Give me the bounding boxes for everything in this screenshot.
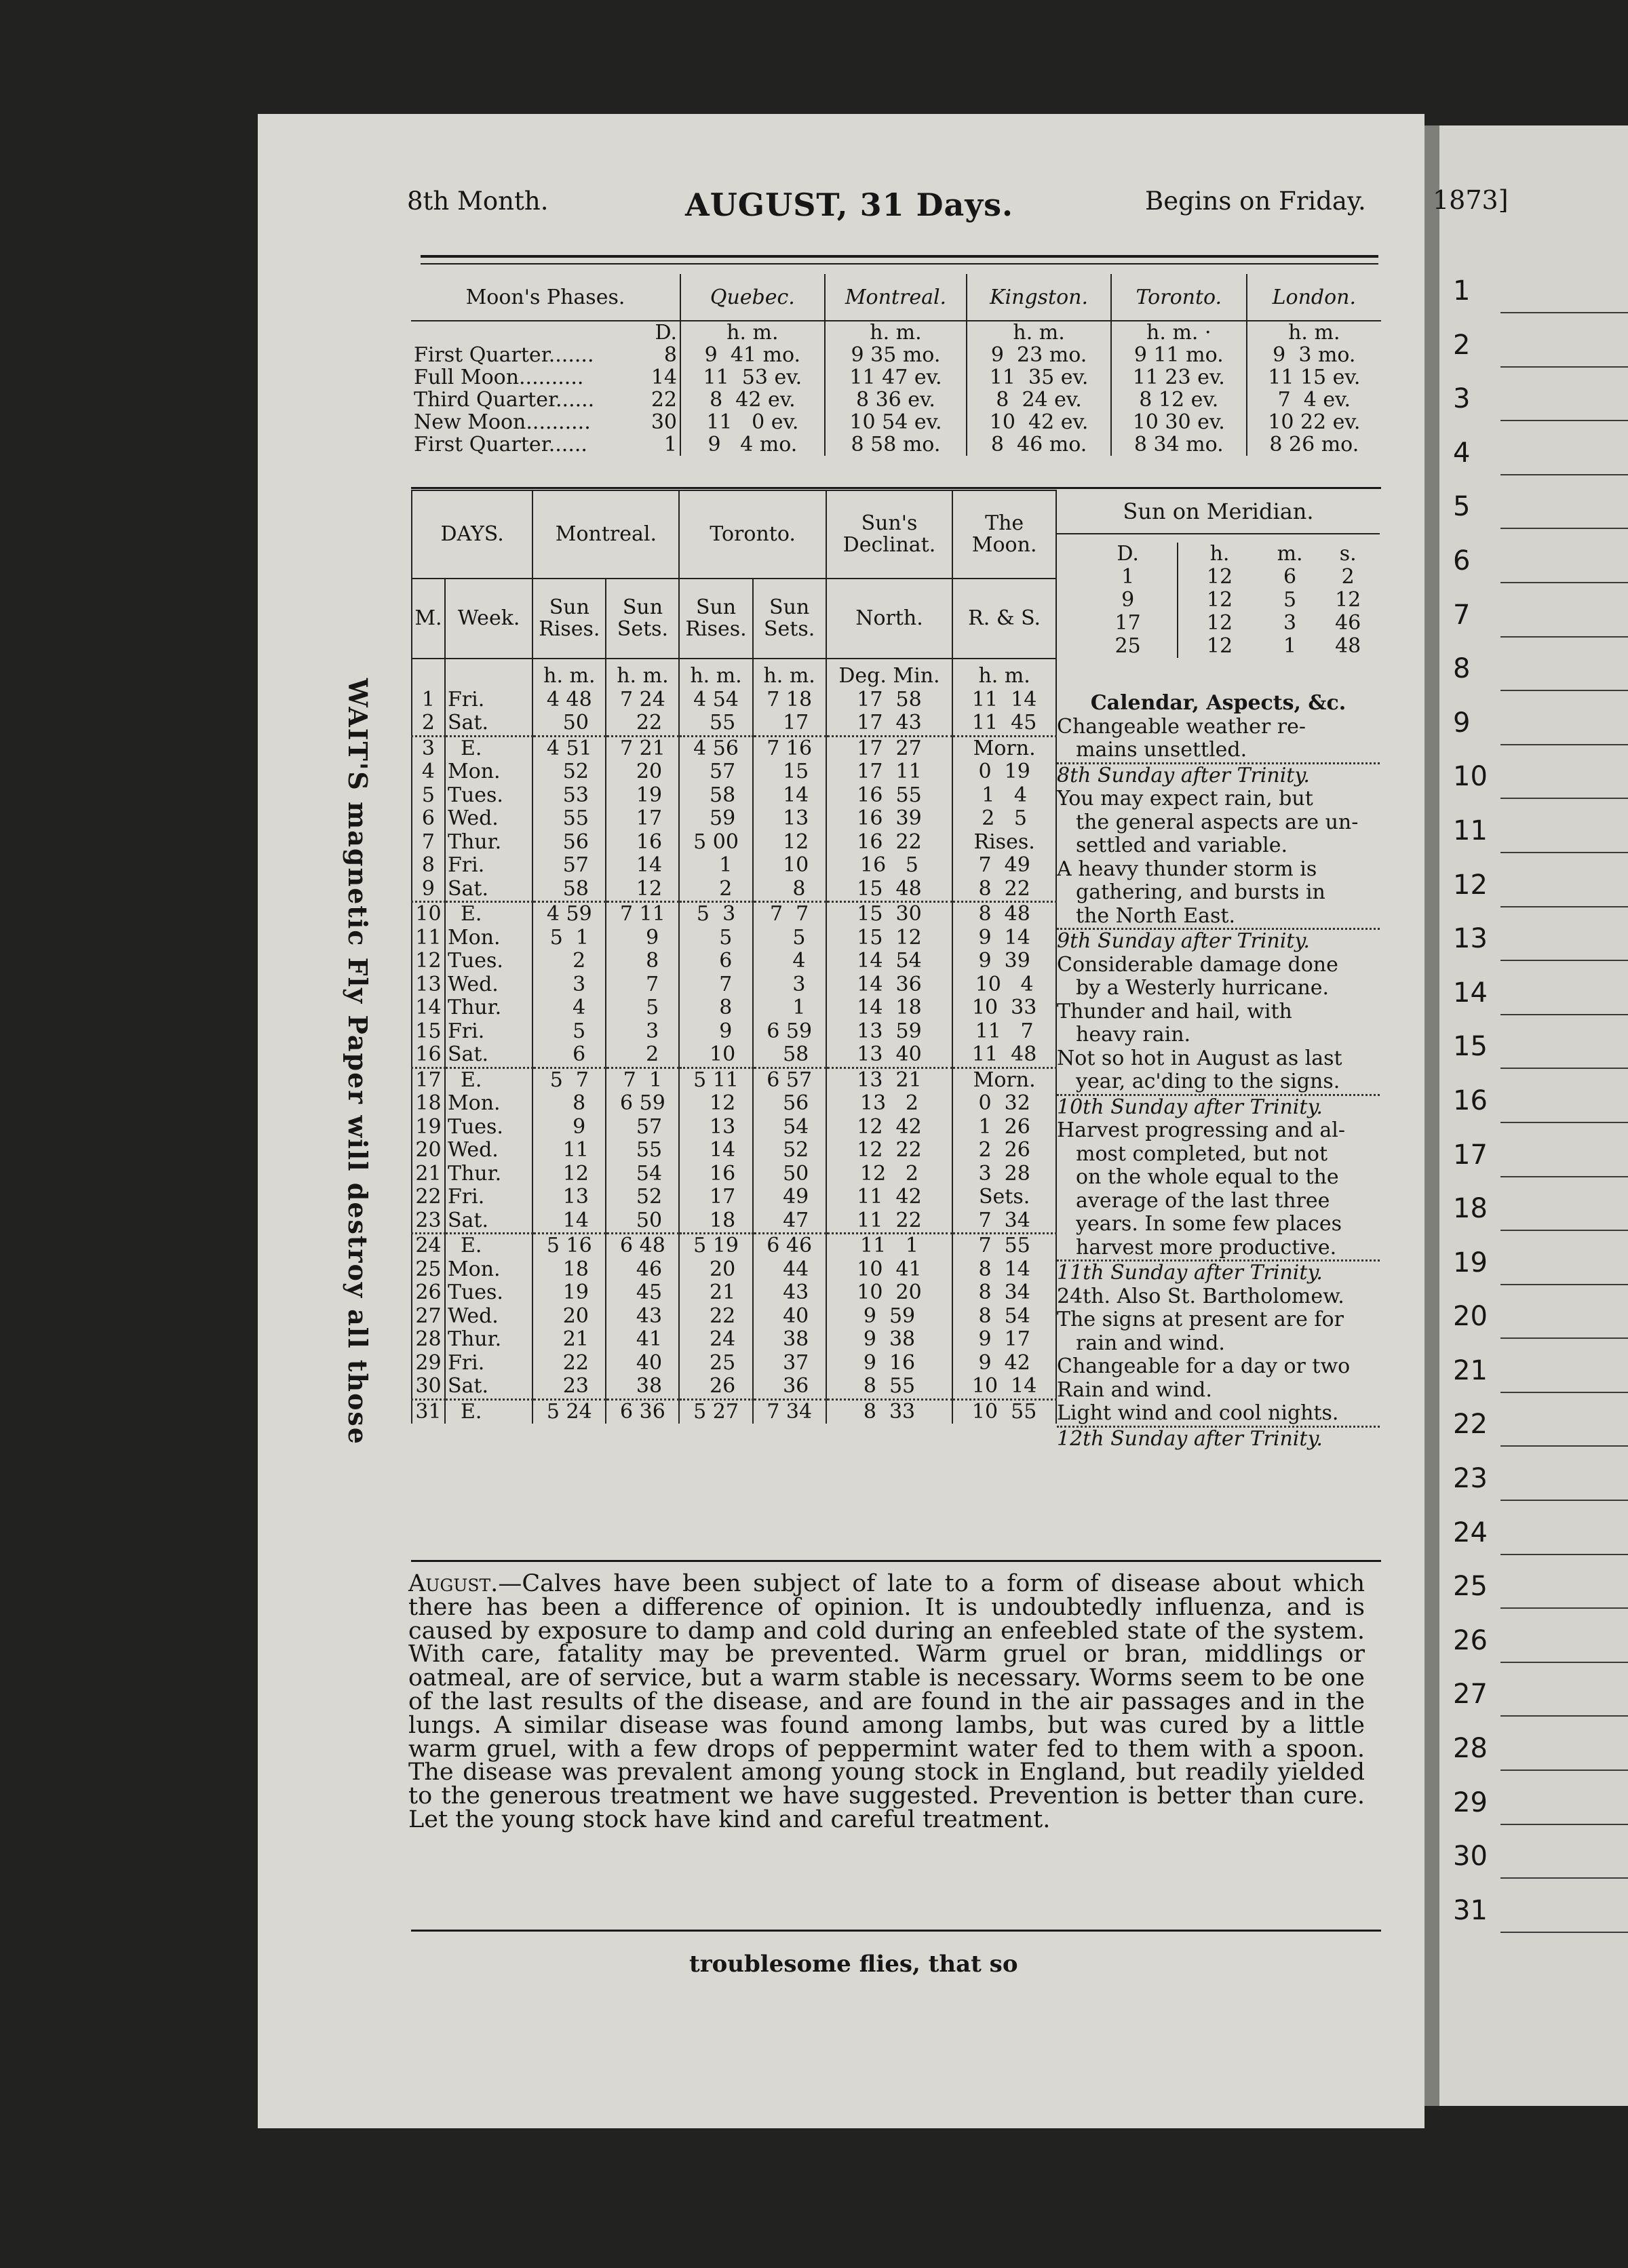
week-5-montreal-sets: 6 48 46 45 43 41 40 38 [606, 1234, 679, 1400]
event-line: Not so hot in August as last [1057, 1047, 1342, 1070]
week-1-moon: 11 14 11 45 [952, 688, 1056, 737]
event-line: Thunder and hail, with [1057, 1000, 1292, 1023]
montreal-times: h. m. 9 35 mo. 11 47 ev. 8 36 ev. 10 54 ev. 8 58 mo. [825, 321, 967, 456]
event-line: 12th Sunday after Trinity. [1057, 1427, 1323, 1451]
day-index-number: 8 [1453, 653, 1471, 685]
day-index-number: 7 [1453, 599, 1471, 631]
day-index-row [1446, 1730, 1628, 1784]
day-index-row [1446, 1838, 1628, 1892]
week-1-montreal-sets: 7 24 22 [606, 688, 679, 737]
week-1-weekdays: Fri. Sat. [445, 688, 532, 737]
event-line: years. In some few places [1076, 1213, 1342, 1236]
day-index-number: 20 [1453, 1301, 1488, 1333]
page-title: AUGUST, 31 Days. [685, 187, 1013, 223]
week-5-montreal-rises: 5 16 18 19 20 21 22 23 [532, 1234, 606, 1400]
week-5-moon: 7 55 8 14 8 34 8 54 9 17 9 42 10 14 [952, 1234, 1056, 1400]
day-index-row [1446, 1298, 1628, 1352]
north-header: North. [826, 579, 953, 659]
event-line: 9th Sunday after Trinity. [1057, 930, 1310, 953]
event-line: You may expect rain, but [1057, 787, 1313, 810]
units-ts: h. m. [753, 659, 826, 688]
toronto-rises-header: Sun Rises. [679, 579, 752, 659]
day-index-number: 23 [1453, 1463, 1488, 1495]
units-ms: h. m. [606, 659, 679, 688]
toronto-col-header: Toronto. [679, 490, 826, 579]
day-index-row [1446, 867, 1628, 921]
note-body: —Calves have been subject of late to a form of disease about which there has been a difference of opinion. It is undoubtedly influenza, and is caused by exposure to damp and cold during an enfeebled state of the system. With care, fatality may be prevented. Warm gruel or bran, middlings or oatmeal, are of service, but a warm stable is necessary. Worms seem to be one of the last results of the disease, and are found in the air passages and in the lungs. A similar disease was found among lambs, but was cured by a little warm gruel, with a few drops of peppermint water fed to them with a spoon. The disease was prevalent among young stock in England, but readily yielded to the generous treatment we have suggested. Prevention is better than cure. Let the young stock have kind and careful treatment. [408, 1570, 1365, 1833]
event-line: on the whole equal to the [1076, 1166, 1339, 1189]
week-6-toronto-sets: 7 34 [753, 1399, 826, 1424]
week-header: Week. [445, 579, 532, 659]
day-index-row [1446, 1406, 1628, 1460]
event-line: 24th. Also St. Bartholomew. [1057, 1285, 1344, 1308]
day-index-number: 30 [1453, 1841, 1488, 1873]
phase-days: D. 8 14 22 30 1 [651, 321, 677, 456]
week-6-montreal-sets: 6 36 [606, 1399, 679, 1424]
week-4-weekdays: E. Mon. Tues. Wed. Thur. Fri. Sat. [445, 1068, 532, 1234]
week-2-moon: Morn. 0 19 1 4 2 5 Rises. 7 49 8 22 [952, 736, 1056, 902]
side-advertisement-text: WAIT'S magnetic Fly Paper will destroy all those [343, 678, 373, 1445]
day-index-number: 28 [1453, 1733, 1488, 1765]
day-index-row [1446, 975, 1628, 1029]
event-line: Harvest progressing and al- [1057, 1119, 1345, 1142]
day-index-row [1446, 1352, 1628, 1407]
quebec-header: Quebec. [680, 274, 825, 321]
week-3-declination: 15 30 15 12 14 54 14 36 14 18 13 59 13 40 [826, 902, 953, 1068]
week-1-declination: 17 58 17 43 [826, 688, 953, 737]
header-rule-bottom [421, 263, 1378, 265]
week-5-toronto-rises: 5 19 20 21 22 24 25 26 [679, 1234, 752, 1400]
montreal-rises-header: Sun Rises. [532, 579, 606, 659]
event-line: the general aspects are un- [1076, 810, 1359, 834]
meridian-days: D. 1 9 17 25 [1115, 542, 1141, 658]
event-line: gathering, and bursts in [1076, 881, 1325, 904]
event-line: 11th Sunday after Trinity. [1057, 1262, 1323, 1285]
day-index-row [1446, 1460, 1628, 1514]
m-header: M. [412, 579, 445, 659]
calendar-table [411, 490, 1057, 1424]
week-3-days: 10 11 12 13 14 15 16 [412, 902, 445, 1068]
london-header: London. [1247, 274, 1381, 321]
week-2-montreal-rises: 4 51 52 53 55 56 57 58 [532, 736, 606, 902]
event-line: Considerable damage done [1057, 953, 1338, 977]
week-6-weekdays: E. [445, 1399, 532, 1424]
week-3-weekdays: E. Mon. Tues. Wed. Thur. Fri. Sat. [445, 902, 532, 1068]
august-note [408, 1572, 1365, 1832]
week-3-montreal-sets: 7 11 9 8 7 5 3 2 [606, 902, 679, 1068]
events-list [1057, 716, 1380, 1451]
week-1-days: 1 2 [412, 688, 445, 737]
day-index-number: 18 [1453, 1193, 1488, 1225]
week-1-montreal-rises: 4 48 50 [532, 688, 606, 737]
moon-header: The Moon. [952, 490, 1056, 579]
units-week [445, 659, 532, 688]
day-index-row [1446, 1028, 1628, 1082]
units-tr: h. m. [679, 659, 752, 688]
calendar-bottom-rule [411, 1560, 1381, 1562]
note-lead: August. [408, 1570, 499, 1597]
phases-bottom-rule [411, 487, 1381, 489]
event-line: mains unsettled. [1076, 739, 1247, 762]
day-index-row [1446, 273, 1628, 327]
day-index-number: 2 [1453, 329, 1471, 361]
week-3-moon: 8 48 9 14 9 39 10 4 10 33 11 7 11 48 [952, 902, 1056, 1068]
event-line: Rain and wind. [1057, 1378, 1212, 1402]
day-index-number: 11 [1453, 815, 1488, 846]
day-index-row [1446, 327, 1628, 381]
calendar-aspects-column [1057, 692, 1380, 1451]
event-line: The signs at present are for [1057, 1308, 1344, 1331]
day-index-number: 6 [1453, 545, 1471, 576]
event-line: Changeable weather re- [1057, 715, 1306, 739]
day-index-number: 24 [1453, 1517, 1488, 1548]
units-mr: h. m. [532, 659, 606, 688]
event-line: Changeable for a day or two [1057, 1355, 1351, 1378]
week-4-days: 17 18 19 20 21 22 23 [412, 1068, 445, 1234]
day-index-row [1446, 1514, 1628, 1569]
event-group [1057, 1262, 1380, 1428]
week-6-days: 31 [412, 1399, 445, 1424]
day-index-row [1446, 1784, 1628, 1839]
day-index-row [1446, 1892, 1628, 1947]
side-advertisement [343, 678, 373, 1506]
day-index-number: 1 [1453, 275, 1471, 307]
units-moon: h. m. [952, 659, 1056, 688]
day-index-row [1446, 1190, 1628, 1245]
week-5-days: 24 25 26 27 28 29 30 [412, 1234, 445, 1400]
week-3-toronto-rises: 5 3 5 6 7 8 9 10 [679, 902, 752, 1068]
week-2-toronto-sets: 7 16 15 14 13 12 10 8 [753, 736, 826, 902]
day-index-row [1446, 1622, 1628, 1677]
units-m [412, 659, 445, 688]
day-index-row [1446, 813, 1628, 867]
week-2-montreal-sets: 7 21 20 19 17 16 14 12 [606, 736, 679, 902]
event-line: most completed, but not [1076, 1142, 1328, 1166]
year-label: 1873] [1433, 185, 1509, 215]
day-index-number: 19 [1453, 1247, 1488, 1278]
quebec-times: h. m. 9 41 mo. 11 53 ev. 8 42 ev. 11 0 ev. 9 4 mo. [680, 321, 825, 456]
day-index-number: 3 [1453, 383, 1471, 415]
day-index-row [1446, 597, 1628, 651]
footer-text: troublesome flies, that so [689, 1951, 1018, 1978]
day-index-row [1446, 488, 1628, 543]
event-line: heavy rain. [1076, 1023, 1191, 1047]
meridian-seconds: s. 2 12 46 48 [1335, 542, 1361, 658]
day-index-row [1446, 705, 1628, 759]
sun-declination-header: Sun's Declinat. [826, 490, 953, 579]
day-index-number: 21 [1453, 1354, 1488, 1386]
day-index-number: 14 [1453, 977, 1488, 1009]
montreal-header: Montreal. [825, 274, 967, 321]
event-line: A heavy thunder storm is [1057, 857, 1317, 881]
sun-meridian-title: Sun on Meridian. [1057, 490, 1380, 534]
week-2-toronto-rises: 4 56 57 58 59 5 00 1 2 [679, 736, 752, 902]
toronto-times: h. m. · 9 11 mo. 11 23 ev. 8 12 ev. 10 30 ev. 8 34 mo. [1111, 321, 1247, 456]
day-index-number: 15 [1453, 1031, 1488, 1063]
sun-meridian-table [1079, 543, 1377, 658]
kingston-times: h. m. 9 23 mo. 11 35 ev. 8 24 ev. 10 42 ev. 8 46 mo. [967, 321, 1111, 456]
week-5-weekdays: E. Mon. Tues. Wed. Thur. Fri. Sat. [445, 1234, 532, 1400]
week-4-montreal-rises: 5 7 8 9 11 12 13 14 [532, 1068, 606, 1234]
week-4-toronto-rises: 5 11 12 13 14 16 17 18 [679, 1068, 752, 1234]
week-4-montreal-sets: 7 1 6 59 57 55 54 52 50 [606, 1068, 679, 1234]
meridian-hours: h. 12 12 12 12 [1178, 543, 1260, 658]
week-3-toronto-sets: 7 7 5 4 3 1 6 59 58 [753, 902, 826, 1068]
day-index-number: 12 [1453, 869, 1488, 901]
week-6-declination: 8 33 [826, 1399, 953, 1424]
event-line: harvest more productive. [1076, 1236, 1337, 1259]
day-index-row [1446, 1676, 1628, 1730]
week-4-declination: 13 21 13 2 12 42 12 22 12 2 11 42 11 22 [826, 1068, 953, 1234]
event-group [1057, 716, 1380, 764]
event-line: rain and wind. [1076, 1331, 1225, 1355]
event-line: average of the last three [1076, 1189, 1330, 1213]
moon-phases-table [411, 274, 1381, 456]
day-index-number: 4 [1453, 437, 1471, 469]
day-index-row [1446, 380, 1628, 435]
units-decl: Deg. Min. [826, 659, 953, 688]
toronto-header: Toronto. [1111, 274, 1247, 321]
rs-header: R. & S. [952, 579, 1056, 659]
event-line: 10th Sunday after Trinity. [1057, 1095, 1323, 1119]
book-spine [1424, 125, 1439, 2106]
event-line: by a Westerly hurricane. [1076, 977, 1330, 1000]
day-index-row [1446, 758, 1628, 813]
phase-names: First Quarter....... Full Moon.......... Third Quarter...... New Moon.......... First Quarter...... [414, 343, 595, 456]
days-header: DAYS. [412, 490, 532, 579]
week-2-declination: 17 27 17 11 16 55 16 39 16 22 16 5 15 48 [826, 736, 953, 902]
facing-day-index [1446, 273, 1628, 1946]
phases-header: Moon's Phases. [411, 274, 680, 321]
day-index-number: 27 [1453, 1679, 1488, 1710]
week-5-declination: 11 1 10 41 10 20 9 59 9 38 9 16 8 55 [826, 1234, 953, 1400]
event-group [1057, 1428, 1380, 1451]
week-5-toronto-sets: 6 46 44 43 40 38 37 36 [753, 1234, 826, 1400]
day-index-row [1446, 650, 1628, 705]
day-index-row [1446, 543, 1628, 597]
calendar-aspects-heading: Calendar, Aspects, &c. [1090, 691, 1346, 715]
header-rule-top [421, 255, 1378, 258]
meridian-minutes: m. 6 5 3 1 [1277, 542, 1303, 658]
event-group [1057, 764, 1380, 931]
week-6-toronto-rises: 5 27 [679, 1399, 752, 1424]
footer-rule [411, 1930, 1381, 1932]
day-index-number: 10 [1453, 761, 1488, 793]
day-index-number: 29 [1453, 1786, 1488, 1818]
week-4-moon: Morn. 0 32 1 26 2 26 3 28 Sets. 7 34 [952, 1068, 1056, 1234]
montreal-col-header: Montreal. [532, 490, 679, 579]
week-2-days: 3 4 5 6 7 8 9 [412, 736, 445, 902]
day-index-number: 22 [1453, 1409, 1488, 1441]
event-line: 8th Sunday after Trinity. [1057, 764, 1310, 787]
day-index-number: 26 [1453, 1624, 1488, 1656]
day-index-row [1446, 920, 1628, 975]
day-index-number: 16 [1453, 1084, 1488, 1116]
event-line: the North East. [1076, 904, 1236, 928]
london-times: h. m. 9 3 mo. 11 15 ev. 7 4 ev. 10 22 ev. 8 26 mo. [1247, 321, 1381, 456]
week-3-montreal-rises: 4 59 5 1 2 3 4 5 6 [532, 902, 606, 1068]
event-line: Light wind and cool nights. [1057, 1402, 1339, 1425]
kingston-header: Kingston. [967, 274, 1111, 321]
week-1-toronto-rises: 4 54 55 [679, 688, 752, 737]
event-line: settled and variable. [1076, 834, 1288, 857]
day-index-row [1446, 1082, 1628, 1137]
week-2-weekdays: E. Mon. Tues. Wed. Thur. Fri. Sat. [445, 736, 532, 902]
begins-label: Begins on Friday. [1145, 187, 1366, 216]
day-index-row [1446, 1137, 1628, 1191]
day-index-number: 17 [1453, 1139, 1488, 1171]
day-index-number: 5 [1453, 491, 1471, 523]
event-group [1057, 1096, 1380, 1262]
montreal-sets-header: Sun Sets. [606, 579, 679, 659]
day-index-row [1446, 435, 1628, 489]
week-6-moon: 10 55 [952, 1399, 1056, 1424]
day-index-number: 31 [1453, 1894, 1488, 1926]
day-index-number: 9 [1453, 707, 1471, 739]
day-index-number: 13 [1453, 923, 1488, 955]
week-4-toronto-sets: 6 57 56 54 52 50 49 47 [753, 1068, 826, 1234]
toronto-sets-header: Sun Sets. [753, 579, 826, 659]
event-group [1057, 930, 1380, 1096]
day-index-number: 25 [1453, 1571, 1488, 1603]
event-line: year, ac'ding to the signs. [1076, 1070, 1340, 1093]
month-label: 8th Month. [407, 187, 549, 216]
week-6-montreal-rises: 5 24 [532, 1399, 606, 1424]
day-index-row [1446, 1568, 1628, 1622]
week-1-toronto-sets: 7 18 17 [753, 688, 826, 737]
day-index-row [1446, 1245, 1628, 1299]
